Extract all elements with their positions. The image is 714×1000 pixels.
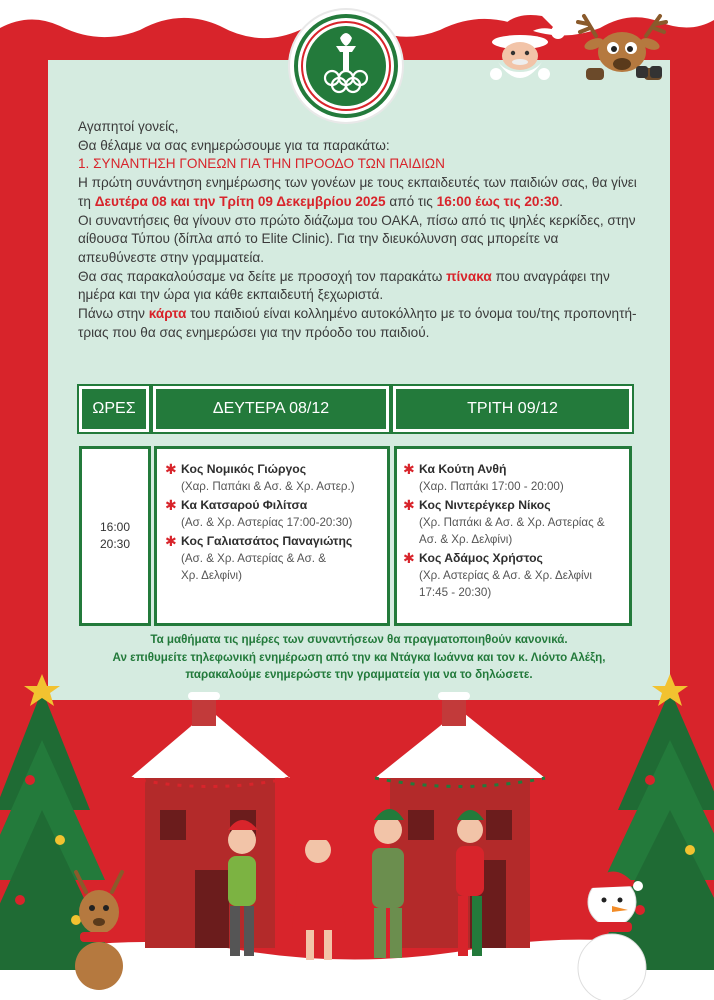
text: από τις bbox=[385, 193, 437, 209]
text: του παιδιού είναι κολλημένο αυτοκόλλητο με το όνομα του/της προπονητή-τριας που θα σας ενημερώσει για την πρόοδο του παιδιού. bbox=[78, 306, 637, 340]
star-bullet-icon: ✱ bbox=[403, 550, 415, 566]
text: Η πρώτη συνάντηση ενημέρωσης των γονέων με τους εκπαιδευτές των παιδιών σας, θα γίνει τη bbox=[78, 175, 637, 209]
time-cell bbox=[79, 446, 151, 626]
meeting-dates: Δευτέρα 08 και την Τρίτη 09 Δεκεμβρίου 2025 bbox=[94, 193, 386, 209]
christmas-scene bbox=[0, 660, 714, 1000]
house-icon bbox=[130, 692, 290, 948]
note-line: Αν επιθυμείτε τηλεφωνική ενημέρωση από την κα Ντάγκα Ιωάννα και τον κ. Λιόντο Αλέξη, bbox=[112, 650, 606, 664]
monday-cell bbox=[154, 446, 390, 626]
header-monday: ΔΕΥΤΕΡΑ 08/12 bbox=[156, 389, 386, 429]
paragraph-location: Οι συναντήσεις θα γίνουν στο πρώτο διάζωμα του ΟΑΚΑ, πίσω από τις ψηλές κερκίδες, στην αίθουσα Τύπου (δίπλα από το Elite Clinic). Για την διευκόλυνση σας μπορείτε να απευθύνεστε στην γραμματεία. bbox=[78, 212, 636, 265]
intro-line: Θα θέλαμε να σας ενημερώσουμε για τα παρακάτω: bbox=[78, 137, 390, 153]
coach-detail: (Χρ. Παπάκι & Ασ. & Χρ. Αστερίας & Ασ. & Χρ. Δελφίνι) bbox=[419, 516, 605, 546]
coach-name: Κος Γαλιατσάτος Παναγιώτης bbox=[181, 534, 353, 548]
santa-icon bbox=[476, 10, 566, 82]
star-bullet-icon: ✱ bbox=[403, 461, 415, 477]
text: που αναγράφει την ημέρα και την ώρα για κάθε εκπαιδευτή ξεχωριστά. bbox=[78, 268, 610, 303]
header-tuesday: ΤΡΙΤΗ 09/12 bbox=[396, 389, 629, 429]
note-line: παρακαλούμε ενημερώστε την γραμματεία για να το δηλώσετε. bbox=[185, 668, 533, 682]
coach-name: Κα Κούτη Ανθή bbox=[419, 462, 507, 476]
reindeer-icon bbox=[566, 6, 682, 82]
section-heading: 1. ΣΥΝΑΝΤΗΣΗ ΓΟΝΕΩΝ ΓΙΑ ΤΗΝ ΠΡΟΟΔΟ ΤΩΝ ΠΑΙΔΙΩΝ bbox=[78, 156, 445, 172]
coach-name: Κα Κατσαρού Φιλίτσα bbox=[181, 498, 308, 512]
list-item bbox=[403, 497, 629, 548]
coach-name: Κος Νιντερέγκερ Νίκος bbox=[419, 498, 551, 512]
torch-rings-logo-icon bbox=[290, 10, 402, 122]
tuesday-cell bbox=[394, 446, 632, 626]
text: Θα σας παρακαλούσαμε να δείτε με προσοχή τον παρακάτω bbox=[78, 268, 447, 284]
greeting: Αγαπητοί γονείς, bbox=[78, 119, 179, 134]
paragraph-card bbox=[78, 305, 638, 342]
coach-name: Κος Νομικός Γιώργος bbox=[181, 462, 307, 476]
highlight-table: πίνακα bbox=[446, 268, 492, 284]
letter-body bbox=[78, 118, 638, 342]
list-item bbox=[165, 533, 387, 584]
club-logo bbox=[290, 10, 402, 122]
coach-detail: (Ασ. & Χρ. Αστερίας 17:00-20:30) bbox=[181, 516, 353, 529]
meeting-time: 16:00 έως τις 20:30 bbox=[436, 193, 560, 209]
coach-detail: (Χαρ. Παπάκι & Ασ. & Χρ. Αστερ.) bbox=[181, 480, 355, 493]
highlight-card: κάρτα bbox=[148, 306, 187, 322]
paragraph-meeting-dates bbox=[78, 174, 638, 211]
list-item bbox=[403, 461, 629, 495]
time-to: 20:30 bbox=[99, 537, 131, 551]
note-line: Τα μαθήματα τις ημέρες των συναντήσεων θα πραγματοποιηθούν κανονικά. bbox=[150, 633, 568, 646]
star-bullet-icon: ✱ bbox=[165, 533, 177, 549]
list-item bbox=[165, 461, 387, 495]
list-item bbox=[403, 550, 629, 601]
coach-detail: (Ασ. & Χρ. Αστερίας & Ασ. & Χρ. Δελφίνι) bbox=[181, 552, 326, 582]
text: . bbox=[559, 193, 563, 209]
coach-detail: (Χαρ. Παπάκι 17:00 - 20:00) bbox=[419, 480, 564, 493]
list-item bbox=[165, 497, 387, 531]
coach-detail: (Χρ. Αστερίας & Ασ. & Χρ. Δελφίνι 17:45 - 20:30) bbox=[419, 569, 593, 599]
star-bullet-icon: ✱ bbox=[403, 497, 415, 513]
star-bullet-icon: ✱ bbox=[165, 461, 177, 477]
coach-name: Κος Αδάμος Χρήστος bbox=[419, 551, 543, 565]
header-time: ΩΡΕΣ bbox=[82, 389, 146, 429]
star-bullet-icon: ✱ bbox=[165, 497, 177, 513]
time-from: 16:00 bbox=[99, 520, 131, 534]
paragraph-table bbox=[78, 268, 638, 305]
text: Πάνω στην bbox=[78, 306, 149, 322]
